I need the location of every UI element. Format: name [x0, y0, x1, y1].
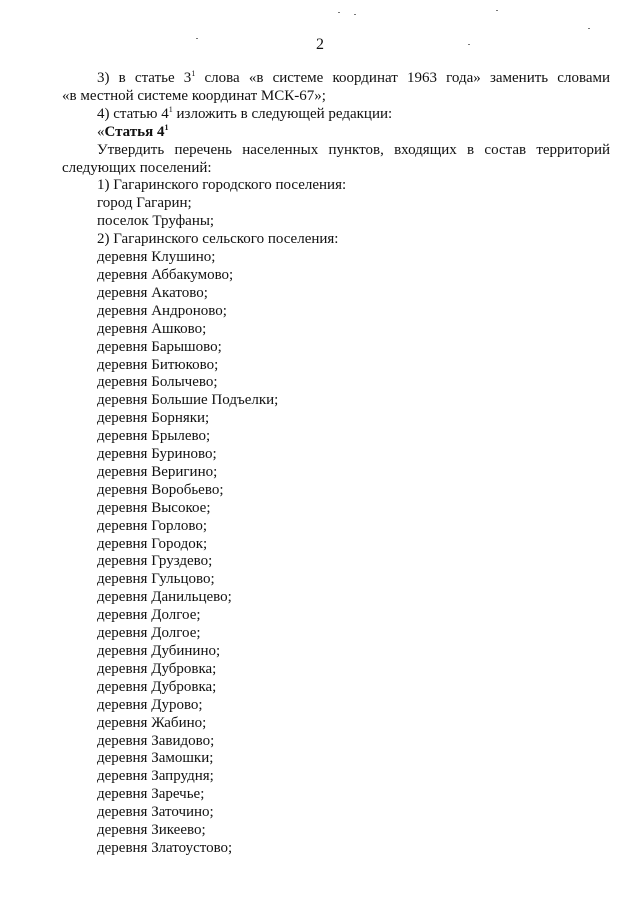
list-item: деревня Акатово; — [97, 284, 208, 301]
list-item: деревня Веригино; — [97, 463, 218, 480]
amendment-paragraph-2 — [62, 106, 610, 124]
page-number: 2 — [316, 36, 324, 53]
article-heading-quote: « — [97, 123, 105, 140]
scan-speck — [338, 12, 340, 13]
list-item: деревня Клушино; — [97, 249, 216, 266]
list-item: деревня Брылево; — [97, 428, 211, 445]
list-item: деревня Долгое; — [97, 607, 201, 624]
document-body — [62, 70, 610, 858]
list-item: деревня Дубинино; — [97, 643, 221, 659]
list-item: 1) Гагаринского городского поселения: — [97, 177, 347, 194]
amendment-2-intro: 4) статью 4 — [97, 105, 169, 122]
article-heading — [62, 124, 610, 142]
list-item: деревня Барышово; — [97, 338, 222, 355]
list-item: город Гагарин; — [97, 195, 192, 212]
list-item: деревня Высокое; — [97, 499, 211, 516]
list-item: деревня Долгое; — [97, 625, 201, 642]
list-item: деревня Данильцево; — [97, 589, 232, 606]
amendment-1-text: слова «в системе координат 1963 года» заменить словами — [195, 70, 611, 86]
list-item: деревня Борняки; — [97, 410, 210, 427]
amendment-2-superscript: 1 — [168, 104, 173, 114]
list-item: деревня Златоустово; — [97, 839, 233, 856]
list-item: деревня Груздево; — [97, 553, 213, 570]
list-item: деревня Городок; — [97, 535, 208, 552]
list-item: деревня Ашково; — [97, 320, 207, 337]
scan-speck — [496, 10, 498, 11]
list-item: деревня Зикеево; — [97, 822, 206, 839]
scan-speck — [196, 38, 198, 39]
list-item: деревня Замошки; — [97, 750, 214, 767]
amendment-2-text: изложить в следующей редакции: — [172, 105, 393, 122]
list-item: деревня Болычево; — [97, 374, 218, 391]
scan-speck — [588, 28, 590, 29]
list-item: деревня Дубровка; — [97, 678, 217, 695]
list-item: деревня Заречье; — [97, 786, 205, 803]
article-heading-superscript: 1 — [164, 122, 169, 132]
list-item: деревня Заточино; — [97, 804, 214, 821]
list-item: деревня Андроново; — [97, 302, 227, 319]
approval-paragraph-line-1: Утвердить перечень населенных пунктов, входящих в состав территорий — [97, 141, 610, 158]
amendment-1-superscript: 1 — [191, 69, 196, 78]
amendment-paragraph-1-line-1 — [62, 70, 610, 88]
amendment-1-intro: 3) в статье 3 — [97, 70, 192, 86]
settlement-list — [62, 177, 610, 857]
list-item: деревня Жабино; — [97, 714, 207, 731]
list-item: деревня Горлово; — [97, 517, 207, 534]
list-item: деревня Дурово; — [97, 696, 203, 713]
list-item: деревня Воробьево; — [97, 481, 224, 498]
article-heading-title: Статья 4 — [104, 123, 165, 140]
list-item: деревня Битюково; — [97, 356, 219, 373]
list-item: деревня Буриново; — [97, 446, 217, 463]
list-item: деревня Аббакумово; — [97, 266, 234, 283]
list-item: 2) Гагаринского сельского поселения: — [97, 231, 339, 248]
list-item: деревня Гульцово; — [97, 571, 215, 588]
amendment-paragraph-1-line-2: «в местной системе координат МСК-67»; — [62, 87, 326, 104]
list-item: деревня Завидово; — [97, 732, 215, 749]
list-item: деревня Большие Подъелки; — [97, 392, 279, 409]
scan-speck — [354, 14, 356, 15]
list-item: поселок Труфаны; — [97, 213, 215, 230]
list-item: деревня Запрудня; — [97, 768, 214, 785]
scan-speck — [468, 44, 470, 45]
approval-paragraph-line-2: следующих поселений: — [62, 159, 212, 176]
list-item: деревня Дубровка; — [97, 660, 217, 677]
